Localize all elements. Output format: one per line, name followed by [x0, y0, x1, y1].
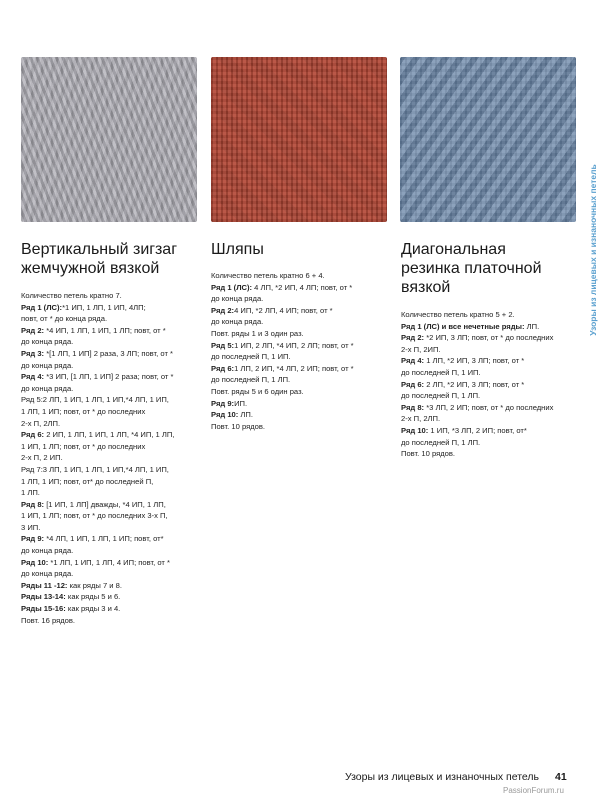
row-label: Ряд 4:: [21, 372, 45, 382]
instruction-line: [21, 336, 201, 348]
instruction-text: 2 ИП, 1 ЛП, 1 ИП, 1 ЛП, *4 ИП, 1 ЛП,: [44, 430, 175, 440]
instruction-line: [211, 421, 386, 433]
instruction-text: 1 ИП, *3 ЛП, 2 ИП; повт, от*: [428, 425, 527, 435]
instruction-text: как ряды 7 и 8.: [67, 580, 122, 590]
instruction-line: [401, 332, 581, 344]
instruction-text: Ряд 7:3 ЛП, 1 ИП, 1 ЛП, 1 ИП,*4 ЛП, 1 ИП,: [21, 464, 169, 474]
instruction-text: до последней П, 1 ЛП.: [401, 391, 481, 401]
instruction-text: как ряды 3 и 4.: [65, 604, 121, 614]
row-label: Ряд 3:: [21, 348, 45, 358]
instruction-text: до конца ряда.: [211, 317, 264, 327]
instruction-text: Ряд 5:2 ЛП, 1 ИП, 1 ЛП, 1 ИП,*4 ЛП, 1 ИП,: [21, 395, 169, 405]
instruction-text: ИП.: [234, 398, 248, 408]
instruction-text: Повт. 10 рядов.: [211, 421, 266, 431]
instruction-line: [21, 464, 201, 476]
instruction-line: [21, 360, 201, 372]
instruction-line: [21, 510, 201, 522]
instruction-line: [211, 282, 386, 294]
instruction-text: *4 ЛП, 1 ИП, 1 ЛП, 1 ИП; повт, от*: [44, 534, 164, 544]
instruction-line: [401, 425, 581, 437]
instruction-text: *[1 ЛП, 1 ИП] 2 раза, 3 ЛП; повт, от *: [44, 348, 173, 358]
instruction-text: до последней П, 1 ИП.: [211, 352, 291, 362]
instruction-line: [21, 591, 201, 603]
instruction-line: [401, 367, 581, 379]
instruction-text: 2-х П, 2 ИП.: [21, 453, 63, 463]
pattern-instructions: [401, 309, 581, 460]
row-label: Ряд 2:: [21, 325, 45, 335]
instruction-line: [21, 545, 201, 557]
instruction-text: 1 ИП, 1 ЛП; повт, от * до последних: [21, 441, 146, 451]
knit-swatch-photo-vertical-zigzag: [21, 57, 197, 222]
instruction-line: [21, 429, 201, 441]
pattern-title: Диагональная резинка платочной вязкой: [401, 241, 542, 296]
instruction-line: [21, 313, 201, 325]
row-label: Ряд 8:: [401, 402, 425, 412]
instruction-line: [21, 441, 201, 453]
instruction-text: 1 ЛП, *2 ИП, 3 ЛП; повт, от *: [424, 356, 525, 366]
instruction-text: 4 ИП, *2 ЛП, 4 ИП; повт, от *: [234, 305, 333, 315]
instruction-line: [21, 394, 201, 406]
instruction-line: [401, 309, 581, 321]
instruction-line: [21, 499, 201, 511]
instruction-text: до последней П, 1 ЛП.: [401, 437, 481, 447]
instruction-line: [211, 340, 386, 352]
row-label: Ряд 1 (ЛС):: [211, 282, 253, 292]
instruction-text: как ряды 5 и 6.: [65, 592, 121, 602]
instruction-text: *1 ИП, 1 ЛП, 1 ИП, 4ЛП;: [62, 302, 146, 312]
row-label: Ряд 6:: [211, 363, 235, 373]
page-number: 41: [555, 771, 567, 783]
instruction-line: [401, 413, 581, 425]
instruction-line: [21, 325, 201, 337]
instruction-text: *4 ИП, 1 ЛП, 1 ИП, 1 ЛП; повт, от *: [44, 325, 166, 335]
row-label: Ряд 6:: [21, 430, 45, 440]
instruction-text: до конца ряда.: [21, 569, 74, 579]
instruction-line: [21, 615, 201, 627]
instruction-line: [401, 321, 581, 333]
instruction-line: [211, 409, 386, 421]
instruction-line: [21, 476, 201, 488]
row-label: Ряды 11 -12:: [21, 580, 68, 590]
row-label: Ряд 5:: [211, 340, 235, 350]
instruction-text: ЛП.: [524, 321, 540, 331]
instruction-line: [211, 270, 386, 282]
instruction-line: [21, 522, 201, 534]
row-label: Ряд 1 (ЛС) и все нечетные ряды:: [401, 321, 525, 331]
row-label: Ряд 8:: [21, 499, 45, 509]
instruction-text: до конца ряда.: [21, 360, 74, 370]
pattern-title: Шляпы: [211, 241, 264, 258]
instruction-text: до конца ряда.: [21, 383, 74, 393]
instruction-text: 3 ИП.: [21, 522, 41, 532]
instruction-text: 2-х П, 2ЛП.: [401, 414, 441, 424]
instruction-text: 2-х П, 2ЛП.: [21, 418, 61, 428]
instruction-line: [21, 533, 201, 545]
instruction-text: 1 ЛП.: [21, 488, 40, 498]
instruction-line: [211, 305, 386, 317]
row-label: Ряд 2:: [401, 333, 425, 343]
instruction-text: 1 ИП, 1 ЛП; повт, от * до последних 3-х П,: [21, 511, 168, 521]
instruction-text: 2 ЛП, *2 ИП, 3 ЛП; повт, от *: [424, 379, 525, 389]
row-label: Ряд 10:: [211, 410, 239, 420]
instruction-text: 2-х П, 2ИП.: [401, 344, 441, 354]
instruction-line: [21, 302, 201, 314]
row-label: Ряд 1 (ЛС):: [21, 302, 63, 312]
instruction-text: ЛП.: [238, 410, 253, 420]
instruction-line: [211, 328, 386, 340]
row-label: Ряд 9:: [211, 398, 235, 408]
instruction-text: 1 ЛП, 1 ИП; повт, от * до последних: [21, 406, 146, 416]
instruction-text: 1 ЛП, 1 ИП; повт, от* до последней П,: [21, 476, 154, 486]
knit-swatch-photo-diagonal-rib: [400, 57, 576, 222]
instruction-line: [211, 293, 386, 305]
instruction-line: [211, 386, 386, 398]
row-label: Ряд 9:: [21, 534, 45, 544]
instruction-line: [401, 355, 581, 367]
instruction-text: [1 ИП, 1 ЛП] дважды, *4 ИП, 1 ЛП,: [44, 499, 166, 509]
instruction-line: [21, 383, 201, 395]
instruction-line: [21, 557, 201, 569]
row-label: Ряд 10:: [21, 557, 49, 567]
instruction-line: [211, 351, 386, 363]
row-label: Ряд 10:: [401, 425, 429, 435]
instruction-text: повт, от * до конца ряда.: [21, 314, 108, 324]
instruction-line: [401, 437, 581, 449]
instruction-line: [21, 603, 201, 615]
instruction-line: [21, 487, 201, 499]
instruction-text: до конца ряда.: [21, 337, 74, 347]
instruction-line: [401, 448, 581, 460]
instruction-text: до последней П, 1 ИП.: [401, 367, 481, 377]
instruction-line: [211, 363, 386, 375]
row-label: Ряды 15-16:: [21, 604, 66, 614]
pattern-instructions: [211, 270, 386, 432]
instruction-text: Количество петель кратно 6 + 4.: [211, 271, 325, 280]
instruction-line: [21, 580, 201, 592]
instruction-line: [401, 390, 581, 402]
knit-swatch-photo-hats: [211, 57, 387, 222]
instruction-line: [401, 379, 581, 391]
instruction-text: 1 ИП, 2 ЛП, *4 ИП, 2 ЛП; повт, от *: [234, 340, 354, 350]
instruction-text: *2 ИП, 3 ЛП; повт, от * до последних: [424, 333, 554, 343]
instruction-text: *1 ЛП, 1 ИП, 1 ЛП, 4 ИП; повт, от *: [48, 557, 170, 567]
footer-section-title: Узоры из лицевых и изнаночных петель: [345, 771, 539, 783]
instruction-line: [401, 402, 581, 414]
instruction-text: *3 ИП, [1 ЛП, 1 ИП] 2 раза; повт, от *: [44, 372, 174, 382]
instruction-line: [21, 348, 201, 360]
instruction-line: [21, 418, 201, 430]
instruction-text: Повт. 16 рядов.: [21, 615, 76, 625]
section-side-heading: Узоры из лицевых и изнаночных петель: [588, 164, 598, 336]
instruction-text: 4 ЛП, *2 ИП, 4 ЛП; повт, от *: [252, 282, 353, 292]
instruction-text: 1 ЛП, 2 ИП, *4 ЛП, 2 ИП; повт, от *: [234, 363, 354, 373]
instruction-text: до конца ряда.: [21, 546, 74, 556]
row-label: Ряд 4:: [401, 356, 425, 366]
pattern-instructions: [21, 290, 201, 626]
instruction-line: [211, 316, 386, 328]
watermark: PassionForum.ru: [503, 786, 564, 795]
instruction-line: [21, 568, 201, 580]
instruction-text: Количество петель кратно 5 + 2.: [401, 310, 515, 319]
row-label: Ряд 6:: [401, 379, 425, 389]
instruction-text: *3 ЛП, 2 ИП; повт, от * до последних: [424, 402, 554, 412]
row-label: Ряд 2:: [211, 305, 235, 315]
instruction-line: [21, 371, 201, 383]
pattern-title: Вертикальный зигзаг жемчужной вязкой: [21, 241, 178, 277]
instruction-line: [21, 290, 201, 302]
row-label: Ряды 13-14:: [21, 592, 66, 602]
instruction-line: [211, 374, 386, 386]
instruction-text: Повт. ряды 1 и 3 один раз.: [211, 328, 304, 338]
instruction-line: [401, 344, 581, 356]
instruction-text: Повт. 10 рядов.: [401, 449, 456, 459]
instruction-line: [211, 398, 386, 410]
instruction-text: до последней П, 1 ЛП.: [211, 375, 291, 385]
instruction-line: [21, 406, 201, 418]
instruction-line: [21, 452, 201, 464]
instruction-text: Повт. ряды 5 и 6 один раз.: [211, 386, 304, 396]
instruction-text: Количество петель кратно 7.: [21, 291, 122, 300]
instruction-text: до конца ряда.: [211, 294, 264, 304]
